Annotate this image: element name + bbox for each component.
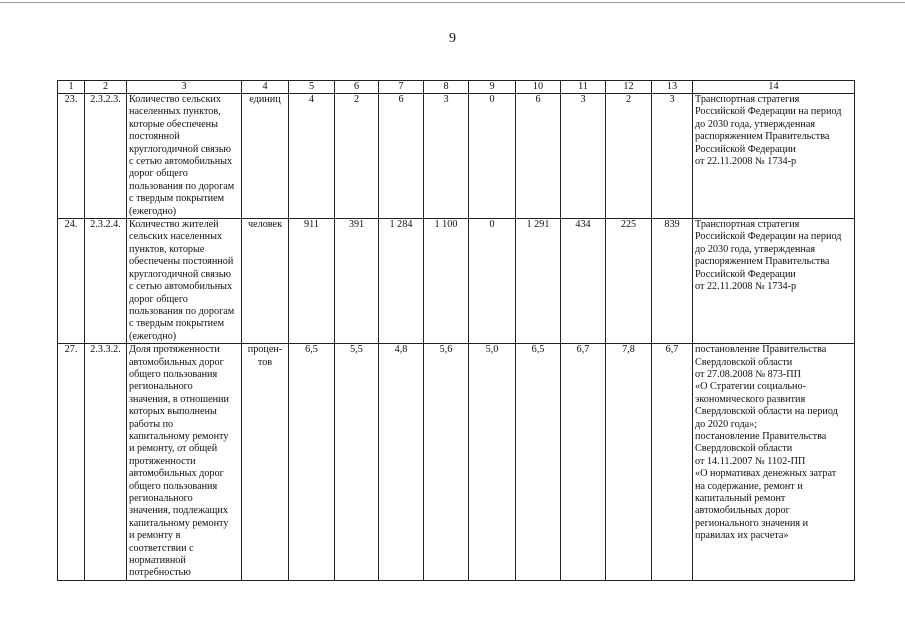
indicator-description-line: нормативной (129, 555, 186, 567)
indicator-description-line: капитальному ремонту (129, 430, 229, 442)
indicator-description (127, 344, 242, 581)
column-header: 1 (58, 81, 85, 94)
indicator-description-line: значения, в отношении (129, 393, 229, 405)
indicator-description-line: соответствии с (129, 542, 194, 554)
row-code: 2.3.2.4. (85, 219, 127, 344)
source-document-line: до 2030 года, утвержденная (695, 243, 816, 255)
source-document-line: Транспортная стратегия (695, 219, 800, 231)
source-document-line: Российской Федерации (695, 268, 796, 280)
indicator-description-line: с твердым покрытием (129, 193, 225, 205)
indicator-value: 6,5 (516, 344, 561, 581)
indicator-description-line: протяженности (129, 455, 196, 467)
indicator-description-line: с твердым покрытием (129, 318, 225, 330)
indicators-table (57, 80, 855, 581)
indicator-description-line: пользования по дорогам (129, 180, 235, 192)
source-document-line: от 22.11.2008 № 1734-р (695, 156, 797, 168)
indicator-description-line: с сетью автомобильных (129, 281, 233, 293)
indicator-description-line: и ремонту, от общей (129, 443, 218, 455)
indicator-description (127, 219, 242, 344)
indicator-description (127, 94, 242, 219)
indicator-description-line: населенных пунктов, (129, 106, 221, 118)
indicator-description-line: Количество жителей (129, 219, 219, 231)
indicator-description-line: (ежегодно) (129, 330, 177, 342)
column-header: 11 (561, 81, 606, 94)
indicator-value: 4 (289, 94, 335, 219)
column-header: 14 (693, 81, 855, 94)
column-header: 9 (469, 81, 516, 94)
indicator-value: 391 (335, 219, 379, 344)
indicator-description-line: (ежегодно) (129, 205, 177, 217)
column-header: 3 (127, 81, 242, 94)
indicator-value: 6,7 (652, 344, 693, 581)
indicator-value: 3 (561, 94, 606, 219)
unit-of-measure (242, 94, 289, 219)
indicator-value: 225 (606, 219, 652, 344)
source-document-line: «О нормативах денежных затрат (695, 468, 837, 480)
indicator-value: 911 (289, 219, 335, 344)
source-document-line: распоряжением Правительства (695, 131, 830, 143)
indicator-description-line: дорог общего (129, 293, 188, 305)
source-document-line: Российской Федерации (695, 143, 796, 155)
indicator-description-line: и ремонту в (129, 530, 181, 542)
row-code: 2.3.2.3. (85, 94, 127, 219)
source-document-line: от 22.11.2008 № 1734-р (695, 281, 797, 293)
source-document-line: на содержание, ремонт и (695, 480, 803, 492)
unit-of-measure (242, 344, 289, 581)
indicator-description-line: значения, подлежащих (129, 505, 228, 517)
source-document (693, 344, 855, 581)
source-document-line: Свердловской области (695, 356, 793, 368)
column-header: 13 (652, 81, 693, 94)
indicator-value: 3 (424, 94, 469, 219)
source-document (693, 94, 855, 219)
column-header: 5 (289, 81, 335, 94)
indicator-description-line: работы по (129, 418, 174, 430)
source-document-line: Российской Федерации на период (695, 231, 842, 243)
indicator-description-line: автомобильных дорог (129, 356, 224, 368)
source-document-line: до 2020 года»; (695, 418, 758, 430)
table-row (58, 94, 855, 219)
indicator-description-line: с сетью автомобильных (129, 156, 233, 168)
unit-of-measure-line: единиц (249, 94, 281, 105)
indicator-value: 5,5 (335, 344, 379, 581)
source-document-line: от 14.11.2007 № 1102-ПП (695, 455, 806, 467)
table-row (58, 219, 855, 344)
source-document-line: Российской Федерации на период (695, 106, 842, 118)
indicator-value: 839 (652, 219, 693, 344)
table-row (58, 344, 855, 581)
indicator-value: 7,8 (606, 344, 652, 581)
source-document-line: постановление Правительства (695, 344, 827, 356)
source-document (693, 219, 855, 344)
source-document-line: Свердловской области на период (695, 406, 838, 418)
unit-of-measure-line: процен- (247, 344, 283, 356)
indicator-value: 0 (469, 219, 516, 344)
indicator-value: 5,6 (424, 344, 469, 581)
indicator-description-line: обеспечены постоянной (129, 256, 234, 268)
source-document-line: регионального значения и (695, 517, 809, 529)
unit-of-measure-line: человек (247, 219, 283, 231)
page-number: 9 (449, 31, 456, 46)
indicator-value: 6,5 (289, 344, 335, 581)
row-number: 24. (58, 219, 85, 344)
source-document-line: автомобильных дорог (695, 505, 790, 517)
column-header: 7 (379, 81, 424, 94)
indicator-description-line: которые обеспечены (129, 118, 218, 130)
indicator-value: 6 (516, 94, 561, 219)
indicator-value: 434 (561, 219, 606, 344)
indicator-value: 2 (335, 94, 379, 219)
source-document-line: постановление Правительства (695, 430, 827, 442)
source-document-line: распоряжением Правительства (695, 256, 830, 268)
indicator-description-line: Количество сельских (129, 94, 221, 105)
indicator-value: 2 (606, 94, 652, 219)
indicator-value: 6 (379, 94, 424, 219)
column-header: 10 (516, 81, 561, 94)
indicator-description-line: дорог общего (129, 168, 188, 180)
indicator-description-line: которых выполнены (129, 406, 217, 418)
scan-top-edge (0, 2, 905, 3)
indicator-description-line: регионального (129, 381, 193, 393)
indicator-value: 0 (469, 94, 516, 219)
indicator-description-line: пунктов, которые (129, 243, 205, 255)
unit-of-measure (242, 219, 289, 344)
source-document-line: «О Стратегии социально- (695, 381, 806, 393)
column-header: 2 (85, 81, 127, 94)
indicator-description-line: общего пользования (129, 480, 218, 492)
column-header: 6 (335, 81, 379, 94)
indicator-description-line: регионального (129, 493, 193, 504)
row-number: 27. (58, 344, 85, 581)
column-header: 8 (424, 81, 469, 94)
row-code: 2.3.3.2. (85, 344, 127, 581)
row-number: 23. (58, 94, 85, 219)
indicator-description-line: круглогодичной связью (129, 268, 232, 280)
indicator-description-line: постоянной (129, 131, 180, 143)
indicator-value: 3 (652, 94, 693, 219)
table-header-row (58, 81, 855, 94)
indicator-description-line: круглогодичной связью (129, 143, 232, 155)
source-document-line: капитальный ремонт (695, 493, 786, 504)
source-document-line: Свердловской области (695, 443, 793, 455)
source-document-line: Транспортная стратегия (695, 94, 800, 105)
column-header: 12 (606, 81, 652, 94)
indicator-description-line: общего пользования (129, 368, 218, 380)
indicator-value: 1 284 (379, 219, 424, 344)
source-document-line: до 2030 года, утвержденная (695, 118, 816, 130)
unit-of-measure-line: тов (257, 356, 273, 368)
indicator-value: 1 100 (424, 219, 469, 344)
indicator-value: 6,7 (561, 344, 606, 581)
source-document-line: экономического развития (695, 393, 806, 405)
indicator-description-line: пользования по дорогам (129, 305, 235, 317)
indicator-description-line: капитальному ремонту (129, 517, 229, 529)
indicator-description-line: потребностью (129, 567, 191, 579)
source-document-line: правилах их расчета» (695, 530, 789, 542)
indicator-value: 5,0 (469, 344, 516, 581)
indicator-description-line: автомобильных дорог (129, 468, 224, 480)
column-header: 4 (242, 81, 289, 94)
indicator-description-line: сельских населенных (129, 231, 223, 243)
indicator-value: 1 291 (516, 219, 561, 344)
source-document-line: от 27.08.2008 № 873-ПП (695, 368, 802, 380)
indicator-value: 4,8 (379, 344, 424, 581)
indicator-description-line: Доля протяженности (129, 344, 220, 356)
